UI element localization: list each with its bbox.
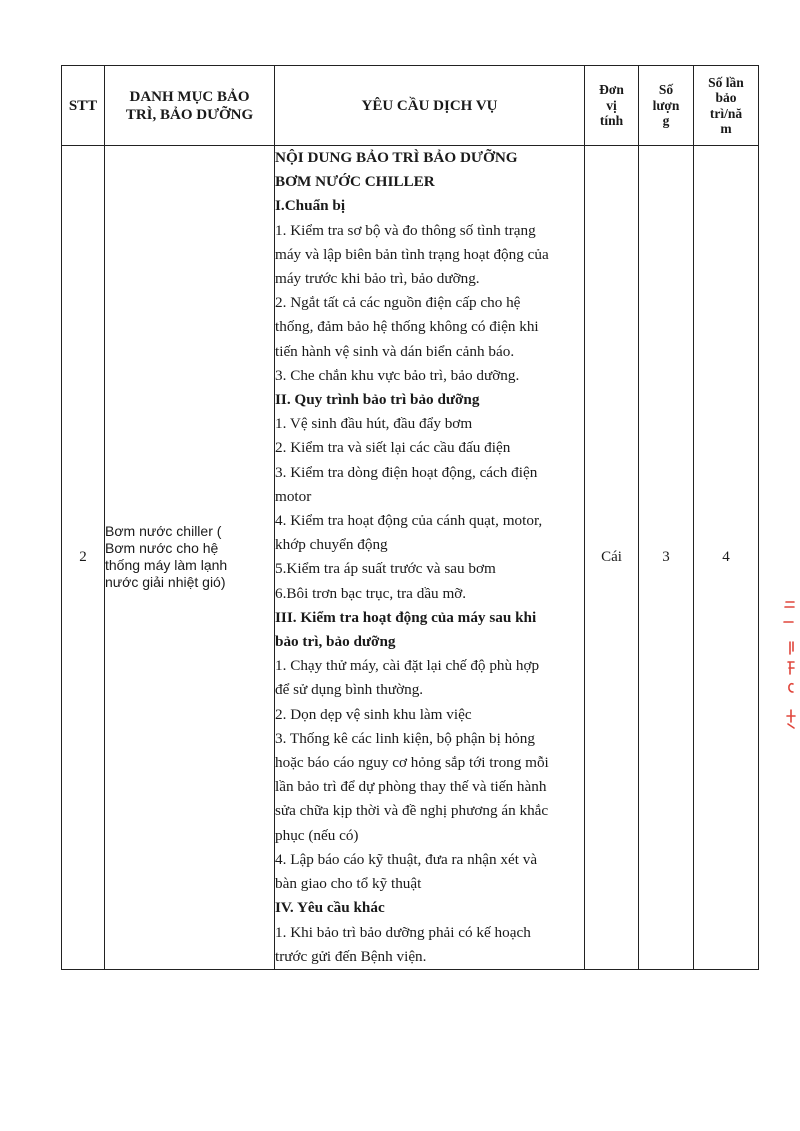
content-line: 6.Bôi trơn bạc trục, tra dầu mỡ. [275,584,467,602]
header-requirement: YÊU CẦU DỊCH VỤ [275,66,585,146]
content-line: 1. Khi bảo trì bảo dưỡng phải có kế hoạch [275,923,531,941]
content-line: máy trước khi bảo trì, bảo dưỡng. [275,270,480,288]
header-stt: STT [62,66,105,146]
content-line: 1. Chạy thử máy, cài đặt lại chế độ phù hợp [275,657,540,675]
content-heading: IV. Yêu cầu khác [275,899,385,917]
table-header-row [62,66,759,146]
content-line: khớp chuyển động [275,536,388,554]
header-times-per-year-line: Số lần [708,74,744,90]
header-category-line: TRÌ, BẢO DƯỠNG [125,106,254,123]
content-line: lần bảo trì để dự phòng thay thế và tiến hành [275,778,547,796]
content-line: motor [275,487,312,505]
header-unit-line: tính [599,113,624,129]
content-line: 3. Che chắn khu vực bảo trì, bảo dưỡng. [275,366,520,384]
header-times-per-year-line: m [720,121,732,136]
header-quantity-line: Số [658,82,674,98]
cell-item [105,146,275,970]
red-stamp-edge-mark [778,598,796,738]
content-line: bàn giao cho tổ kỹ thuật [275,875,422,893]
header-quantity-line: lượn [652,97,680,113]
header-unit-line: vị [606,97,617,113]
header-unit [585,66,639,146]
content-line: để sử dụng bình thường. [275,681,424,699]
content-line: 1. Vệ sinh đầu hút, đầu đẩy bơm [275,415,473,433]
header-times-per-year [694,66,759,146]
header-category [105,66,275,146]
header-times-per-year-line: bảo [715,90,737,105]
cell-item-line: Bơm nước cho hệ [105,540,219,557]
content-line: 3. Kiểm tra dòng điện hoạt động, cách điện [275,463,538,481]
header-quantity-line: g [662,113,670,129]
content-line: 2. Ngắt tất cả các nguồn điện cấp cho hệ [275,294,521,312]
content-line: trước gửi đến Bệnh viện. [275,947,427,965]
service-table [61,65,759,970]
cell-item-line: Bơm nước chiller ( [105,523,222,540]
content-line: máy và lập biên bản tình trạng hoạt động của [275,245,549,263]
cell-unit: Cái [585,146,639,970]
content-line: 1. Kiểm tra sơ bộ và đo thông số tình trạng [275,221,536,239]
header-times-per-year-line: trì/nă [709,105,743,121]
cell-service-requirement [275,146,585,970]
header-unit-line: Đơn [599,82,624,98]
table-row [62,146,759,970]
content-heading: II. Quy trình bảo trì bảo dưỡng [275,391,480,409]
cell-item-line: thống máy làm lạnh [105,557,228,574]
content-heading: NỘI DUNG BẢO TRÌ BẢO DƯỠNG [275,149,518,166]
content-line: 4. Lập báo cáo kỹ thuật, đưa ra nhận xét và [275,850,538,868]
cell-times-per-year: 4 [694,146,759,970]
content-heading: I.Chuẩn bị [275,197,346,215]
cell-stt: 2 [62,146,105,970]
content-line: thống, đảm bảo hệ thống không có điện khi [275,318,539,336]
content-heading: III. Kiểm tra hoạt động của máy sau khi [275,608,537,626]
cell-quantity: 3 [639,146,694,970]
content-line: 2. Dọn dẹp vệ sinh khu làm việc [275,705,472,723]
content-line: 2. Kiểm tra và siết lại các cầu đấu điện [275,439,511,457]
content-line: 5.Kiểm tra áp suất trước và sau bơm [275,560,496,578]
content-line: hoặc báo cáo nguy cơ hỏng sắp tới trong mỗi [275,754,549,772]
content-line: phục (nếu có) [275,826,359,844]
content-line: tiến hành vệ sinh và dán biển cảnh báo. [275,342,515,360]
content-line: sửa chữa kịp thời và đề nghị phương án khắc [275,802,549,820]
header-category-line: DANH MỤC BẢO [129,88,250,105]
content-line: 3. Thống kê các linh kiện, bộ phận bị hỏng [275,729,535,747]
content-line: 4. Kiểm tra hoạt động của cánh quạt, motor, [275,512,543,530]
content-heading: BƠM NƯỚC CHILLER [275,173,435,191]
cell-item-line: nước giải nhiệt gió) [105,574,226,591]
header-quantity [639,66,694,146]
content-heading: bảo trì, bảo dưỡng [275,633,396,651]
